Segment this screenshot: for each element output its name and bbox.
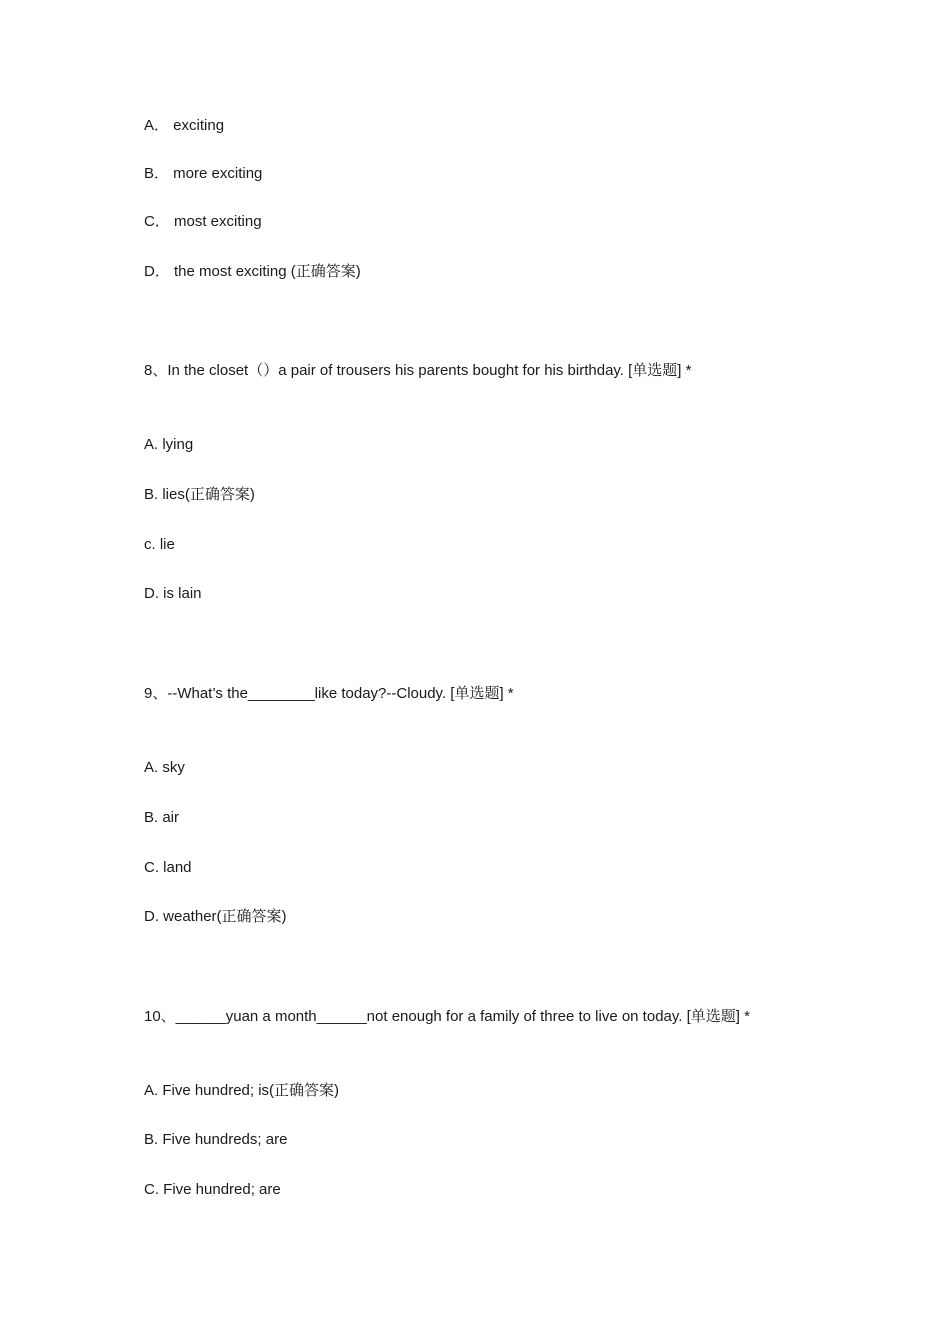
q7-option-d-correct: D． the most exciting (正确答案): [144, 263, 361, 280]
q10-option-a-correct: A. Five hundred; is(正确答案): [144, 1082, 340, 1099]
q10-question: 10、______yuan a month______not enough for a family of three to live on today. [单选题] *: [144, 1008, 750, 1025]
q10-option-c: C. Five hundred; are: [144, 1181, 281, 1198]
q8-option-b-correct: B. lies(正确答案): [144, 486, 255, 503]
q9-option-c: C. land: [144, 859, 192, 876]
q8-question: 8、In the closet（）a pair of trousers his parents bought for his birthday. [单选题] *: [144, 362, 692, 379]
q8-option-d: D. is lain: [144, 585, 202, 602]
q7-option-a: A． exciting: [144, 117, 225, 134]
q9-question: 9、--What’s the________like today?--Cloudy. [单选题] *: [144, 685, 514, 702]
q7-option-b: B． more exciting: [144, 165, 263, 182]
q10-option-b: B. Five hundreds; are: [144, 1131, 288, 1148]
q9-option-d-correct: D. weather(正确答案): [144, 908, 287, 925]
q9-option-a: A. sky: [144, 759, 185, 776]
q8-option-a: A. lying: [144, 436, 194, 453]
q9-option-b: B. air: [144, 809, 180, 826]
q8-option-c: c. lie: [144, 536, 175, 553]
q7-option-c: C． most exciting: [144, 213, 262, 230]
